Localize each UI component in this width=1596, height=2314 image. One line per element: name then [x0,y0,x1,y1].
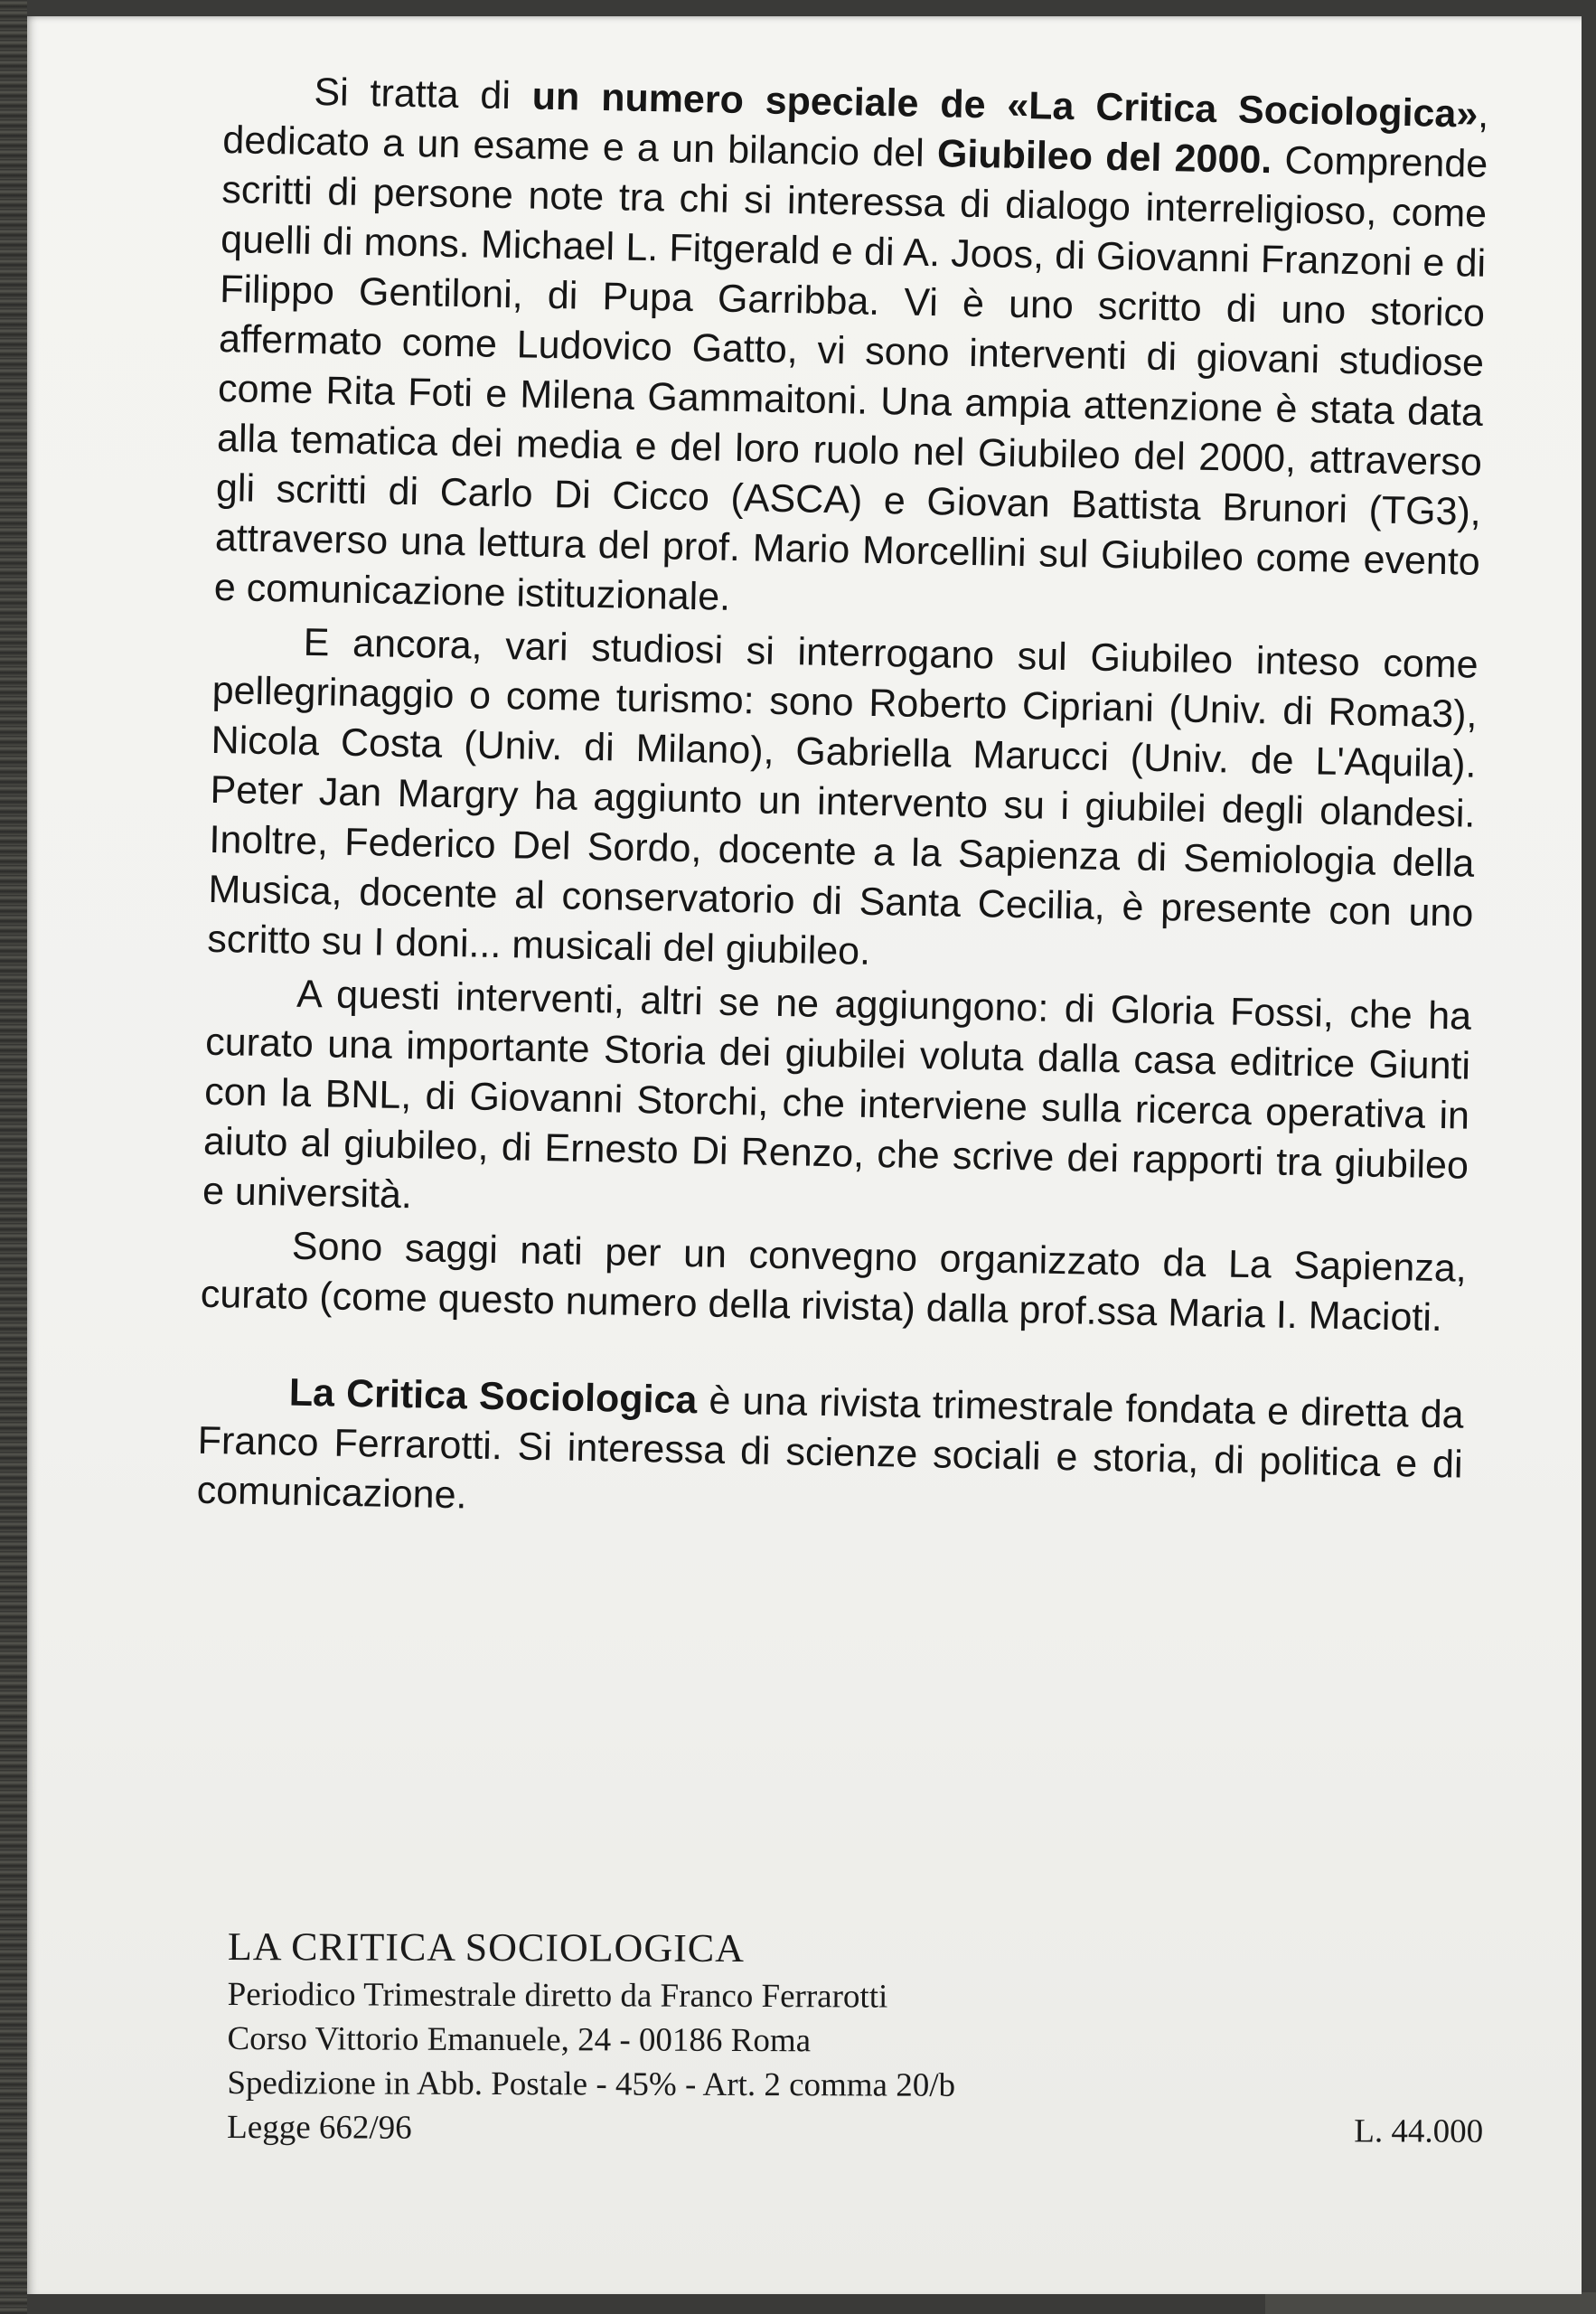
paragraph-5 [196,1367,1464,1540]
paragraph-4 [200,1220,1467,1344]
text-run: è una rivista trimestrale fondata e diretta da Franco Ferrarotti. Si interessa di scienze sociali e storia, di politica e di comunicazione. [196,1378,1465,1518]
price-label: L. 44.000 [1354,2112,1484,2150]
colophon [227,1922,1493,2154]
colophon-address: Corso Vittorio Emanuele, 24 - 00186 Roma [227,2019,812,2060]
description-text [196,66,1489,1544]
bold-text-run: un numero speciale de «La Critica Sociologica» [531,74,1479,136]
colophon-subtitle: Periodico Trimestrale diretto da Franco Ferrarotti [227,1975,888,2016]
back-cover-page [27,16,1582,2294]
text-run: E ancora, vari studiosi si interrogano sul Giubileo inteso come pellegrinaggio o come turismo: sono Roberto Cipriani (Univ. di Roma3), Nicola Costa (Univ. di Milano), Gabriella Marucci (Univ. de L'Aquila). Peter Jan Margry ha aggiunto un intervento su i giubilei degli olandesi. Inoltre, Federico Del Sordo, docente a la Sapienza di Semiologia della Musica, docente al conservatorio di Santa Cecilia, è presente con uno scritto su I doni... musicali del giubileo. [206,620,1479,974]
bold-text-run: Giubileo del 2000. [936,132,1272,183]
paragraph-1 [213,66,1488,637]
text-run: , dedicato a un esame e a un bilancio del [221,92,1489,176]
text-run: Sono saggi nati per un convegno organizzato da La Sapienza, curato (come questo numero della rivista) dalla prof.ssa Maria I. Macioti. [200,1224,1468,1340]
paragraph-3 [202,968,1472,1241]
text-run: A questi interventi, altri se ne aggiungono: di Gloria Fossi, che ha curato una importante Storia dei giubilei voluta dalla casa editrice Giunti con la BNL, di Giovanni Storchi, che interviene sulla ricerca operativa in aiuto al giubileo, di Ernesto Di Renzo, che scrive dei rapporti tra giubileo e università. [202,972,1472,1218]
text-run: Comprende scritti di persone note tra chi si interessa di dialogo interreligioso, come quelli di mons. Michael L. Fitgerald e di A. Joos, di Giovanni Franzoni e di Filippo Gentiloni, di Pupa Garribba. Vi è uno scritto di uno storico affermato come Ludovico Gatto, vi sono interventi di giovani studiose come Rita Foti e Milena Gammaitoni. Una ampia attenzione è stata data alla tematica dei media e del loro ruolo nel Giubileo del 2000, attraverso gli scritti di Carlo Di Cicco (ASCA) e Giovan Battista Brunori (TG3), attraverso una lettura del prof. Mario Morcellini sul Giubileo come evento e comunicazione istituzionale. [213,138,1488,619]
colophon-law: Legge 662/96 [227,2108,412,2147]
colophon-shipping: Spedizione in Abb. Postale - 45% - Art. 2 comma 20/b [227,2064,956,2104]
paragraph-2 [207,616,1479,989]
colophon-last-row [227,2105,1483,2154]
scan-left-edge [0,0,27,2314]
text-run: Si tratta di [314,70,533,118]
colophon-title: LA CRITICA SOCIOLOGICA [227,1924,746,1971]
bold-text-run: La Critica Sociologica [288,1370,698,1423]
scan-bottom-edge [1265,2292,1596,2314]
